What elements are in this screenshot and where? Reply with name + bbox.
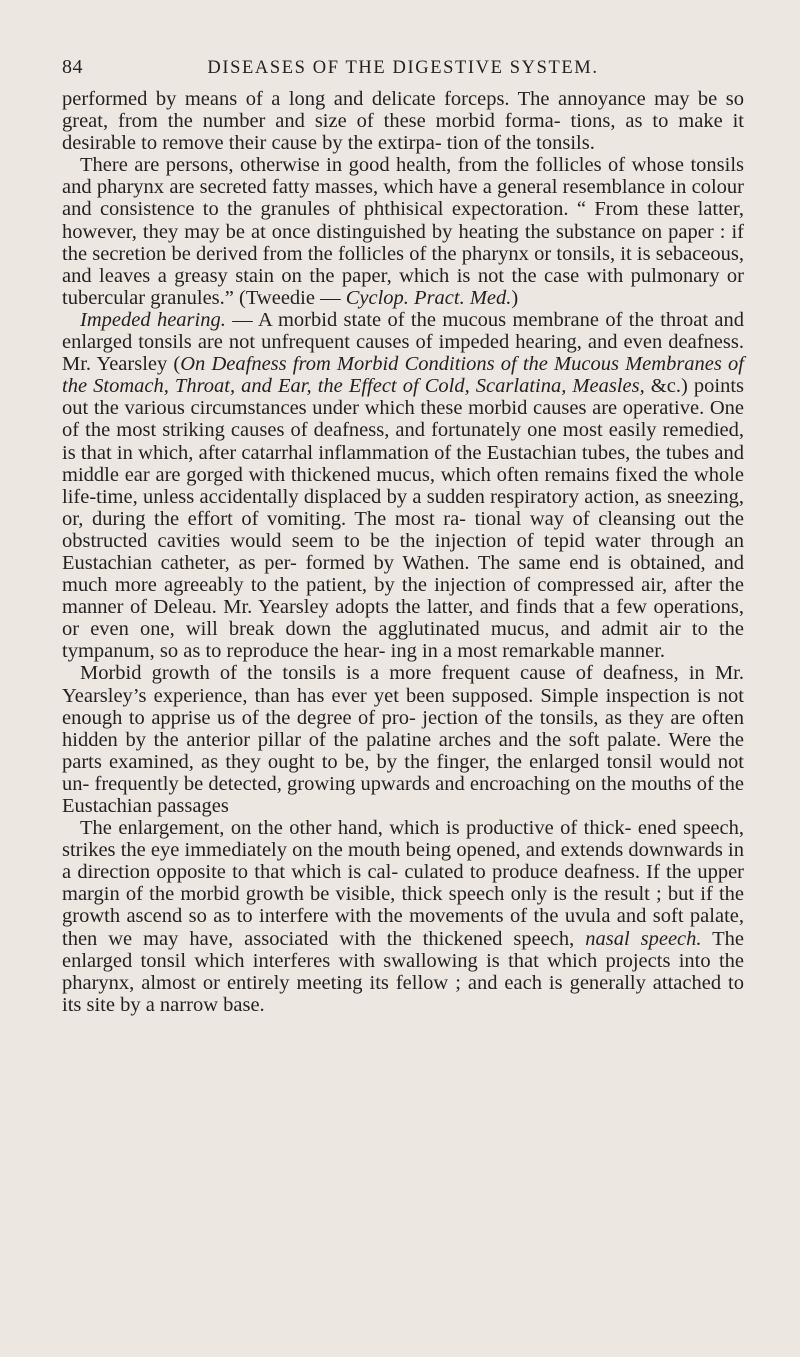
citation-italic: On Deafness from Morbid Conditions of the Mucous Membranes of the Stomach, Throat, and Ear, the Effect of Cold, Scarlatina, Measles, bbox=[62, 353, 744, 398]
paragraph-text: performed by means of a long and delicate forceps. The annoyance may be so great, from the number and size of these morbid forma- tions, as to make it desirable to remove their cause by the extirpa- tion of the tonsils. bbox=[62, 88, 744, 155]
paragraph-thickened-speech bbox=[62, 817, 744, 1016]
running-head bbox=[62, 0, 744, 88]
citation-italic: Cyclop. Pract. Med. bbox=[345, 286, 512, 309]
section-heading-italic: Impeded hearing. bbox=[80, 308, 226, 331]
paragraph-text: There are persons, otherwise in good health, from the follicles of whose tonsils and pharynx are secreted fatty masses, which have a general resemblance in colour and consistence to the granules of phthisical expectoration. “ From these latter, however, they may be at once distinguished by heating the substance on paper : if the secretion be derived from the follicles of the pharynx or tonsils, it is sebaceous, and leaves a greasy stain on the paper, which is not the case with pulmonary or tubercular granules.” (Tweedie — bbox=[62, 154, 744, 309]
paragraph-impeded-hearing bbox=[62, 309, 744, 663]
paragraph-forceps bbox=[62, 88, 744, 154]
paragraph-text: &c.) points out the various circumstances under which these morbid causes are operative. One of the most striking causes of deafness, and fortunately one most easily remedied, is that in which, after catarrhal inflammation of the Eustachian tubes, the tubes and middle ear are gorged with thickened mucus, which often remains fixed the whole life-time, unless accidentally displaced by a sudden respiratory action, as sneezing, or, during the effort of vomiting. The most ra- tional way of cleansing out the obstructed cavities would seem to be the injection of tepid water through an Eustachian catheter, as per- formed by Wathen. The same end is obtained, and much more agreeably to the patient, by the injection of compressed air, after the manner of Deleau. Mr. Yearsley adopts the latter, and finds that a few operations, or even one, will break down the agglutinated mucus, and admit air to the tympanum, so as to reproduce the hear- ing in a most remarkable manner. bbox=[62, 375, 744, 663]
paragraph-text: ) bbox=[511, 286, 519, 309]
paragraph-text: The enlargement, on the other hand, which is productive of thick- ened speech, strikes the eye immediately on the mouth being opened, and extends downwards in a direction opposite to that which is cal- culated to produce deafness. If the upper margin of the morbid growth be visible, thick speech only is the result ; but if the growth ascend so as to interfere with the movements of the uvula and soft palate, then we may have, associated with the thickened speech, bbox=[62, 817, 744, 950]
paragraph-text: Morbid growth of the tonsils is a more frequent cause of deafness, in Mr. Yearsley’s experience, than has ever yet been supposed. Simple inspection is not enough to apprise us of the degree of pro- jection of the tonsils, as they are often hidden by the anterior pillar of the palatine arches and the soft palate. Were the parts examined, as they ought to be, by the finger, the enlarged tonsil would not un- frequently be detected, growing upwards and encroaching on the mouths of the Eustachian passages bbox=[62, 662, 744, 817]
term-italic: nasal speech. bbox=[585, 927, 702, 950]
paragraph-text: — A morbid state of the mucous membrane of the throat and enlarged tonsils are not unfrequent causes of impeded hearing, and even deafness. Mr. Yearsley ( bbox=[62, 308, 744, 376]
running-title: DISEASES OF THE DIGESTIVE SYSTEM. bbox=[207, 58, 599, 78]
page-number: 84 bbox=[62, 56, 83, 78]
paragraph-morbid-growth bbox=[62, 662, 744, 817]
paragraph-fatty-masses bbox=[62, 154, 744, 309]
body-text bbox=[62, 88, 744, 1016]
paragraph-text: The enlarged tonsil which interferes with swallowing is that which projects into the pharynx, almost or entirely meeting its fellow ; and each is generally attached to its site by a narrow base. bbox=[62, 927, 744, 1016]
